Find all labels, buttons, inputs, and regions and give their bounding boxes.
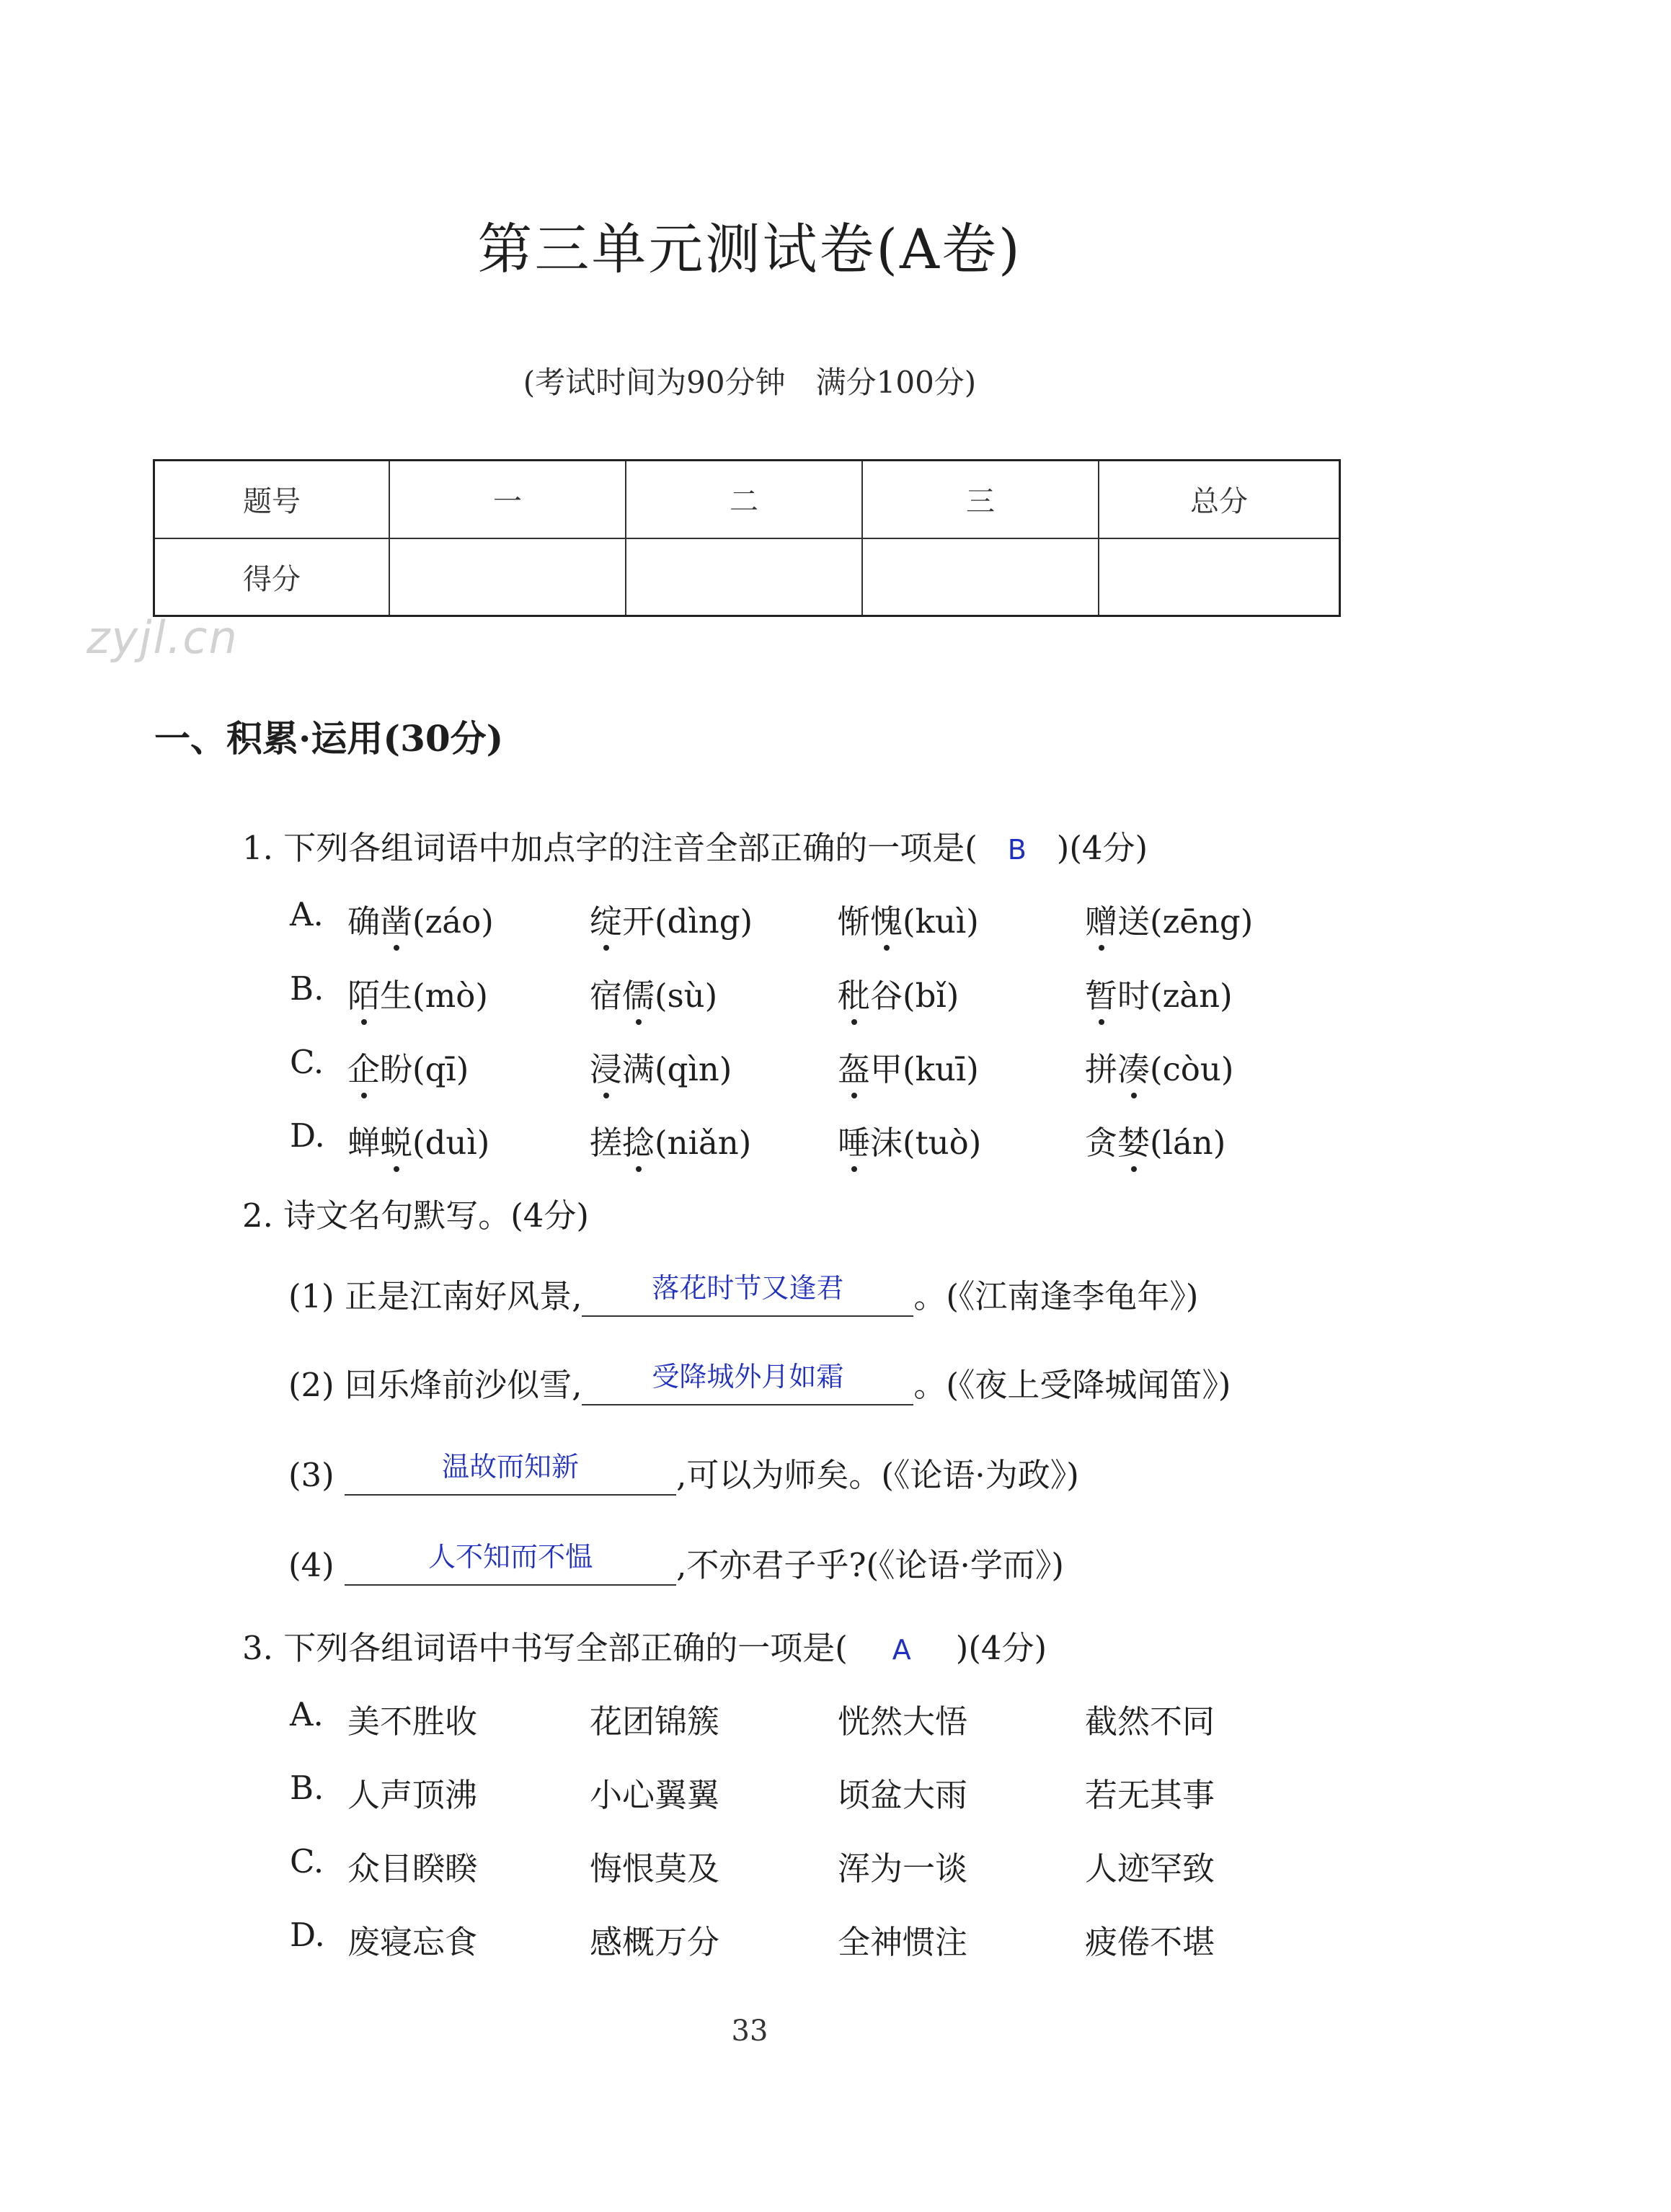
table-cell: 总分 [1099, 461, 1340, 538]
option-word: 美不胜收 [347, 1702, 478, 1741]
option-label: A. [290, 895, 324, 933]
fill-item: (2) 回乐烽前沙似雪, $^{受降城外月如霜}$ 。(《夜上受降城闻笛》) [288, 1361, 1231, 1404]
option-word: 截然不同 [1085, 1702, 1215, 1741]
section-heading: 一、积累·运用(30分) [154, 717, 504, 760]
table-cell: 得分 [154, 538, 390, 616]
option-word: 人迹罕致 [1085, 1849, 1215, 1888]
watermark: zyjl.cn [87, 611, 239, 664]
table-cell: 一 [389, 461, 626, 538]
option-word: 悔恨莫及 [590, 1849, 720, 1888]
option-word: 全神惯注 [838, 1923, 968, 1961]
option-word: 企盼(qī) [347, 1050, 469, 1088]
option-word: 陌生(mò) [347, 977, 488, 1015]
option-word: 感概万分 [590, 1923, 720, 1961]
option-word: 盔甲(kuī) [838, 1050, 979, 1088]
answer-choice: A [892, 1634, 911, 1666]
option-word: 废寝忘食 [347, 1923, 478, 1961]
exam-info: (考试时间为90分钟 满分100分) [523, 365, 977, 400]
question-1-stem [242, 822, 1148, 869]
option-word: 惭愧(kuì) [838, 902, 979, 941]
option-word: 确凿(záo) [347, 902, 494, 941]
table-cell: 三 [862, 461, 1099, 538]
table-row [154, 538, 1340, 616]
option-word: 暂时(zàn) [1085, 977, 1233, 1015]
option-word: 人声顶沸 [347, 1776, 478, 1814]
page-number: 33 [731, 2015, 768, 2048]
fill-item: (4) $^{人不知而不愠}$ ,不亦君子乎?(《论语·学而》) [288, 1541, 1064, 1584]
page-title: 第三单元测试卷(A卷) [477, 217, 1022, 281]
option-label: B. [290, 1769, 324, 1807]
option-word: 恍然大悟 [838, 1702, 968, 1741]
answer-blank[interactable]: 人不知而不愠 [345, 1545, 676, 1586]
answer-blank[interactable]: 受降城外月如霜 [582, 1364, 913, 1405]
option-word: 顷盆大雨 [838, 1776, 968, 1814]
option-word: 浸满(qìn) [590, 1050, 732, 1088]
option-word: 小心翼翼 [590, 1776, 720, 1814]
question-points: )(4分) [955, 1629, 1047, 1667]
option-word: 蝉蜕(duì) [347, 1124, 490, 1162]
question-points: )(4分) [1056, 829, 1148, 867]
option-label: D. [290, 1116, 325, 1155]
option-word: 宿儒(sù) [590, 977, 718, 1015]
score-cell[interactable] [1099, 538, 1340, 616]
option-word: 拼凑(còu) [1085, 1050, 1234, 1088]
option-word: 秕谷(bǐ) [838, 977, 959, 1015]
option-label: C. [290, 1043, 324, 1081]
option-word: 疲倦不堪 [1085, 1923, 1215, 1961]
fill-item: (3) $^{温故而知新}$ ,可以为师矣。(《论语·为政》) [288, 1451, 1079, 1494]
option-label: B. [290, 969, 324, 1008]
option-word: 若无其事 [1085, 1776, 1215, 1814]
answer-blank[interactable]: 温故而知新 [345, 1454, 676, 1496]
question-text: 1. 下列各组词语中加点字的注音全部正确的一项是( [242, 829, 978, 867]
score-cell[interactable] [626, 538, 862, 616]
question-2-stem: 2. 诗文名句默写。(4分) [242, 1196, 589, 1235]
option-word: 浑为一谈 [838, 1849, 968, 1888]
question-text: 3. 下列各组词语中书写全部正确的一项是( [242, 1629, 848, 1667]
score-table [153, 459, 1341, 617]
option-word: 众目睽睽 [347, 1849, 478, 1888]
question-3-stem [242, 1622, 1047, 1669]
option-word: 绽开(dìng) [590, 902, 753, 941]
answer-blank[interactable]: 落花时节又逢君 [582, 1276, 913, 1317]
option-word: 贪婪(lán) [1085, 1124, 1226, 1162]
score-cell[interactable] [389, 538, 626, 616]
option-label: D. [290, 1916, 325, 1954]
option-word: 唾沫(tuò) [838, 1124, 982, 1162]
table-cell: 二 [626, 461, 862, 538]
fill-item: (1) 正是江南好风景, $^{落花时节又逢君}$ 。(《江南逢李龟年》) [288, 1272, 1199, 1315]
option-word: 花团锦簇 [590, 1702, 720, 1741]
score-cell[interactable] [862, 538, 1099, 616]
option-label: C. [290, 1842, 324, 1880]
option-label: A. [290, 1695, 324, 1733]
option-word: 赠送(zēng) [1085, 902, 1254, 941]
table-row [154, 461, 1340, 538]
table-cell: 题号 [154, 461, 390, 538]
option-word: 搓捻(niǎn) [590, 1124, 752, 1162]
answer-choice: B [1007, 834, 1027, 866]
